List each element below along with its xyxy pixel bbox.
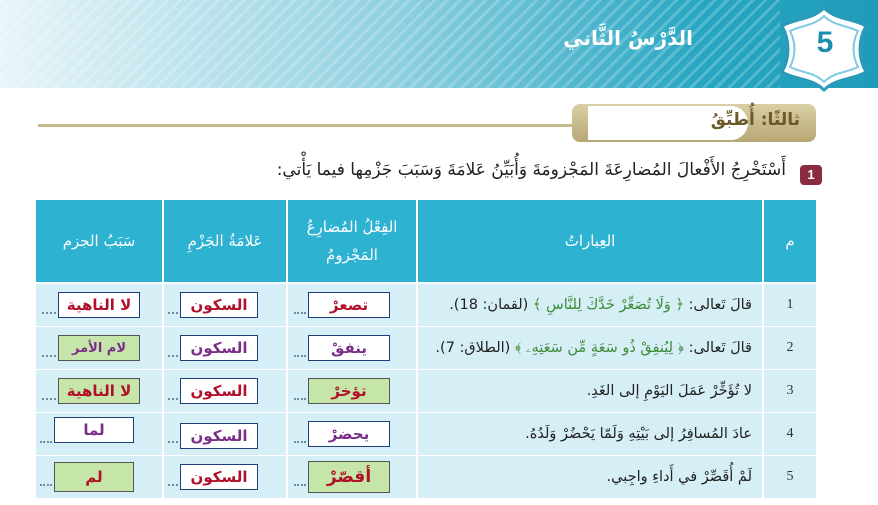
verb-answer: تصعرْ — [308, 292, 390, 318]
header-verb-line1: الفِعْلُ المُضارِعُ — [306, 218, 398, 236]
question-number-badge: 1 — [800, 165, 822, 185]
sentence-prefix: قالَ تَعالى: — [688, 340, 752, 356]
row-number: 4 — [764, 413, 816, 455]
dotted-line — [42, 312, 56, 314]
verb-answer: أقصّرْ — [308, 461, 390, 493]
reason-answer: لما — [54, 417, 134, 443]
section-title: ثالثًا: أُطبِّقُ — [710, 110, 800, 130]
sign-answer: السكون — [180, 423, 258, 449]
sentence-reference: (لقمان: 18). — [449, 297, 529, 313]
lesson-title: الدَّرْسُ الثَّاني — [563, 26, 693, 50]
dotted-line — [168, 355, 178, 357]
exercise-table — [36, 200, 816, 498]
table-row — [36, 284, 816, 326]
dotted-line — [294, 312, 306, 314]
dotted-line — [40, 441, 52, 443]
reason-cell — [36, 413, 162, 455]
sign-cell — [164, 327, 286, 369]
dotted-line — [294, 484, 306, 486]
header-reason: سَبَبُ الجزم — [36, 200, 162, 282]
sign-answer: السكون — [180, 335, 258, 361]
table-row — [36, 327, 816, 369]
dotted-line — [42, 355, 56, 357]
sign-cell — [164, 456, 286, 498]
dotted-line — [294, 441, 306, 443]
row-number: 5 — [764, 456, 816, 498]
reason-answer: لام الأمر — [58, 335, 140, 361]
quran-quote: ﴿ لِيُنفِقْ ذُو سَعَةٍ مِّن سَعَتِهِۦ ﴾ — [514, 340, 685, 356]
sentence-text: لَمْ أُقَصِّرْ في أَداءِ واجِبي. — [606, 469, 752, 485]
question-text: أَسْتَخْرِجُ الأَفْعالَ المُضارِعَةَ المَجْزومَةَ وَأُبَيِّنُ عَلامَةَ وَسَبَبَ جَزْمِها فيما يَأْتي: — [276, 160, 786, 180]
sentence-cell — [418, 327, 762, 369]
dotted-line — [42, 398, 56, 400]
reason-cell — [36, 284, 162, 326]
dotted-line — [168, 441, 178, 443]
reason-cell — [36, 327, 162, 369]
header-sign: عَلامَةُ الجَزْمِ — [164, 200, 286, 282]
dotted-line — [294, 398, 306, 400]
dotted-line — [294, 355, 306, 357]
sentence-cell — [418, 370, 762, 412]
header-verb-line2: المَجْزومُ — [326, 246, 378, 264]
reason-cell — [36, 370, 162, 412]
lesson-number: 5 — [816, 26, 834, 59]
dotted-line — [40, 484, 52, 486]
sign-answer: السكون — [180, 292, 258, 318]
sign-answer: السكون — [180, 464, 258, 490]
verb-cell — [288, 456, 416, 498]
sentence-prefix: قالَ تَعالى: — [688, 297, 752, 313]
section-divider — [38, 124, 574, 127]
table-row — [36, 456, 816, 498]
verb-cell — [288, 327, 416, 369]
verb-cell — [288, 370, 416, 412]
reason-cell — [36, 456, 162, 498]
table-row — [36, 413, 816, 455]
sign-cell — [164, 370, 286, 412]
row-number: 3 — [764, 370, 816, 412]
header-index: م — [764, 200, 816, 282]
sentence-cell — [418, 284, 762, 326]
sign-cell — [164, 284, 286, 326]
header-sentences: العِباراتُ — [418, 200, 762, 282]
sentence-reference: (الطلاق: 7). — [435, 340, 511, 356]
dotted-line — [168, 484, 178, 486]
reason-answer: لا الناهية — [58, 378, 140, 404]
dotted-line — [168, 312, 178, 314]
sign-cell — [164, 413, 286, 455]
sentence-cell — [418, 413, 762, 455]
reason-answer: لا الناهية — [58, 292, 140, 318]
sign-answer: السكون — [180, 378, 258, 404]
dotted-line — [168, 398, 178, 400]
verb-answer: يحضرْ — [308, 421, 390, 447]
lesson-banner — [0, 0, 878, 88]
verb-cell — [288, 413, 416, 455]
sentence-cell — [418, 456, 762, 498]
header-verb — [288, 200, 416, 282]
reason-answer: لم — [54, 462, 134, 492]
verb-answer: تؤخرْ — [308, 378, 390, 404]
row-number: 2 — [764, 327, 816, 369]
sentence-text: لا تُؤَخِّرْ عَمَلَ اليَوْمِ إلى الغَدِ. — [586, 383, 752, 399]
table-row — [36, 370, 816, 412]
verb-answer: ينفقْ — [308, 335, 390, 361]
quran-quote: ﴿ وَلَا تُصَعِّرْ خَدَّكَ لِلنَّاسِ ﴾ — [532, 297, 685, 313]
row-number: 1 — [764, 284, 816, 326]
verb-cell — [288, 284, 416, 326]
sentence-text: عادَ المُسافِرُ إلى بَيْتِهِ وَلَمّا يَحْضُرْ وَلَدُهُ. — [525, 426, 752, 442]
hand-sparkle-icon — [814, 106, 854, 140]
